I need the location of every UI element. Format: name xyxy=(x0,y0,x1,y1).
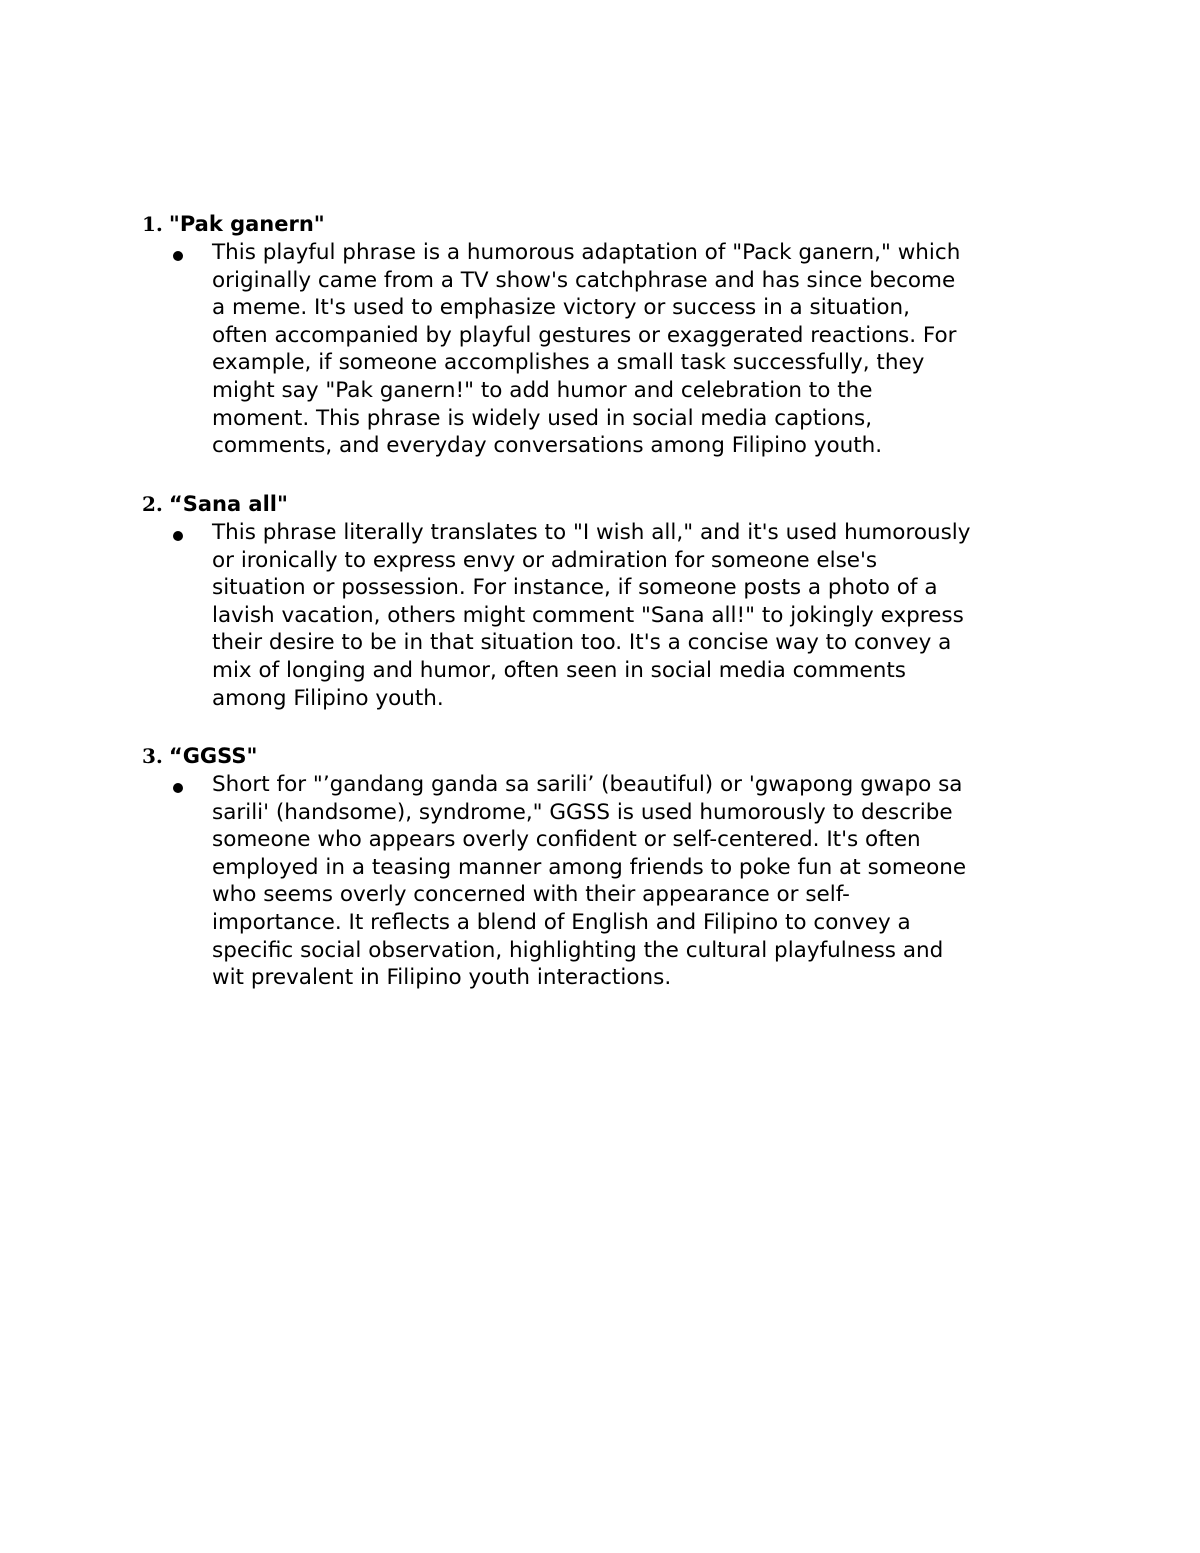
text-line: or ironically to express envy or admiration for someone else's xyxy=(212,547,878,573)
text-line: lavish vacation, others might comment "Sana all!" to jokingly express xyxy=(212,602,964,628)
entry-title: “GGSS" xyxy=(168,744,258,768)
entry-title: “Sana all" xyxy=(168,492,288,516)
bullet-icon xyxy=(173,531,183,541)
text-line: This phrase literally translates to "I wish all," and it's used humorously xyxy=(212,520,971,545)
text-line: This playful phrase is a humorous adaptation of "Pack ganern," which xyxy=(212,240,961,265)
entry-number: 1. xyxy=(142,212,163,236)
text-line: mix of longing and humor, often seen in social media comments xyxy=(212,657,906,683)
text-line: comments, and everyday conversations among Filipino youth. xyxy=(212,433,883,459)
text-line: originally came from a TV show's catchphrase and has since become xyxy=(212,267,956,293)
text-line: moment. This phrase is widely used in social media captions, xyxy=(212,405,873,431)
text-line: someone who appears overly confident or self-centered. It's often xyxy=(212,827,921,853)
bullet-icon xyxy=(173,251,183,261)
text-line: example, if someone accomplishes a small task successfully, they xyxy=(212,350,925,376)
text-line: importance. It reflects a blend of English and Filipino to convey a xyxy=(212,909,911,935)
text-line: sarili' (handsome), syndrome," GGSS is used humorously to describe xyxy=(212,799,953,825)
text-line: situation or possession. For instance, if someone posts a photo of a xyxy=(212,575,938,601)
entry-description xyxy=(212,771,1062,992)
text-line: might say "Pak ganern!" to add humor and celebration to the xyxy=(212,377,873,403)
text-line: specific social observation, highlighting the cultural playfulness and xyxy=(212,937,944,963)
entry-description xyxy=(212,519,1062,712)
text-line: who seems overly concerned with their appearance or self- xyxy=(212,882,850,908)
text-line: wit prevalent in Filipino youth interactions. xyxy=(212,965,672,991)
entry-description xyxy=(212,239,1062,460)
entry-heading xyxy=(142,743,257,770)
text-line: often accompanied by playful gestures or exaggerated reactions. For xyxy=(212,322,957,348)
text-line: Short for "’gandang ganda sa sarili’ (beautiful) or 'gwapong gwapo sa xyxy=(212,772,963,797)
text-line: among Filipino youth. xyxy=(212,685,444,711)
bullet-icon xyxy=(173,783,183,793)
entry-title: "Pak ganern" xyxy=(168,212,325,236)
entry-heading xyxy=(142,211,325,238)
entry-heading xyxy=(142,491,288,518)
entry-number: 2. xyxy=(142,492,163,516)
text-line: employed in a teasing manner among friends to poke fun at someone xyxy=(212,854,967,880)
text-line: a meme. It's used to emphasize victory or success in a situation, xyxy=(212,295,910,321)
text-line: their desire to be in that situation too. It's a concise way to convey a xyxy=(212,630,952,656)
entry-number: 3. xyxy=(142,744,163,768)
